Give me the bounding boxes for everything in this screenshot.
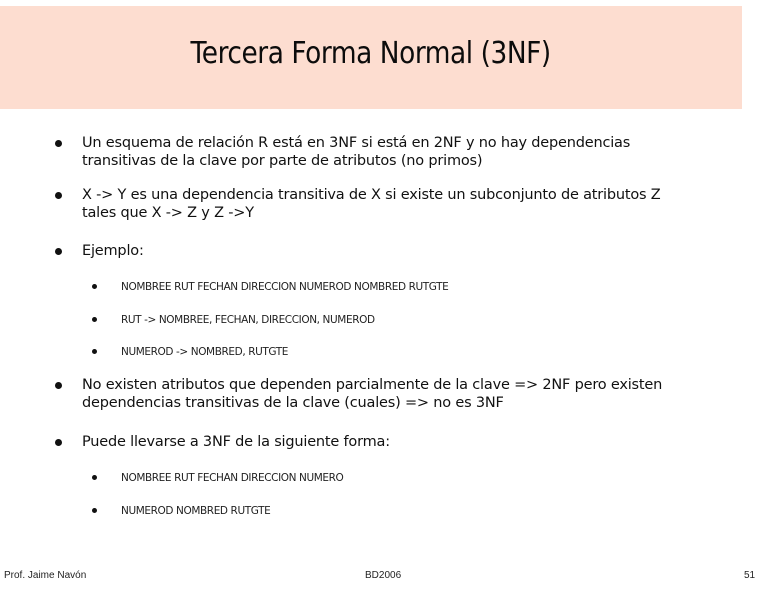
bullet-line: Un esquema de relación R está en 3NF si está en 2NF y no hay dependencias (82, 135, 631, 151)
bullet-item-analysis (82, 377, 702, 412)
bullet-line: dependencias transitivas de la clave (cuales) => no es 3NF (82, 394, 504, 411)
title-bar (0, 6, 742, 109)
sub-bullet-relation-schema (121, 281, 681, 294)
sub-bullet-dependency-numerod (121, 346, 681, 359)
sub-bullet-line: NOMBREE RUT FECHAN DIRECCION NUMERO (121, 472, 344, 484)
bullet-item-example (82, 243, 702, 261)
sub-bullet-icon (92, 317, 97, 322)
slide-title: Tercera Forma Normal (3NF) (190, 36, 552, 71)
bullet-item-transitive-dependency (82, 187, 702, 222)
sub-bullet-icon (92, 508, 97, 513)
bullet-line: transitivas de la clave por parte de atributos (no primos) (82, 152, 483, 169)
sub-bullet-icon (92, 284, 97, 289)
sub-bullet-icon (92, 349, 97, 354)
bullet-icon (55, 140, 62, 147)
sub-bullet-line: NOMBREE RUT FECHAN DIRECCION NUMEROD NOMBRED RUTGTE (121, 281, 449, 293)
sub-bullet-line: RUT -> NOMBREE, FECHAN, DIRECCION, NUMEROD (121, 314, 375, 326)
bullet-line: No existen atributos que dependen parcialmente de la clave => 2NF pero existen (82, 377, 663, 393)
bullet-line: X -> Y es una dependencia transitiva de X si existe un subconjunto de atributos Z (82, 187, 661, 203)
sub-bullet-icon (92, 475, 97, 480)
bullet-item-definition (82, 135, 702, 170)
bullet-icon (55, 192, 62, 199)
sub-bullet-line: NUMEROD NOMBRED RUTGTE (121, 505, 271, 517)
sub-bullet-relation-employee (121, 472, 681, 485)
sub-bullet-line: NUMEROD -> NOMBRED, RUTGTE (121, 346, 289, 358)
bullet-icon (55, 248, 62, 255)
bullet-icon (55, 439, 62, 446)
footer-page-number: 51 (744, 570, 756, 581)
bullet-line: Ejemplo: (82, 243, 144, 259)
footer-author: Prof. Jaime Navón (4, 570, 87, 581)
bullet-line: Puede llevarse a 3NF de la siguiente forma: (82, 434, 390, 450)
bullet-icon (55, 382, 62, 389)
bullet-item-decomposition (82, 434, 702, 452)
footer-course: BD2006 (365, 570, 402, 581)
sub-bullet-relation-department (121, 505, 681, 518)
bullet-line: tales que X -> Z y Z ->Y (82, 204, 254, 221)
sub-bullet-dependency-rut (121, 314, 681, 327)
